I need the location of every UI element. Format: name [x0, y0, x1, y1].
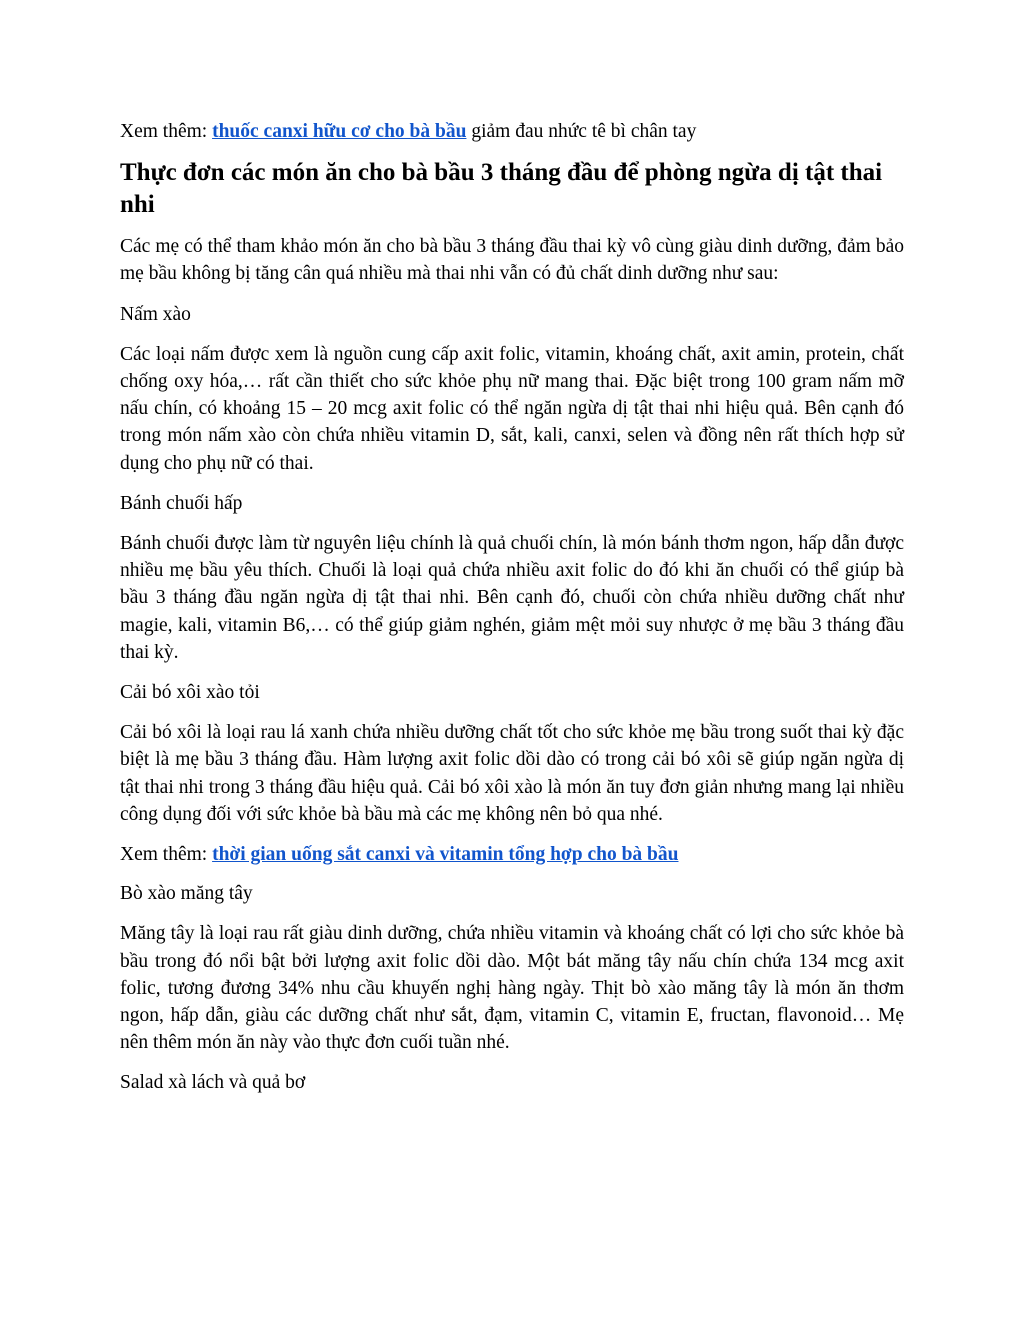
see-also-suffix: giảm đau nhức tê bì chân tay — [466, 121, 697, 142]
see-also-link-1[interactable]: thuốc canxi hữu cơ cho bà bầu — [212, 121, 467, 142]
intro-paragraph: Các mẹ có thể tham khảo món ăn cho bà bầu 3 tháng đầu thai kỳ vô cùng giàu dinh dưỡng, đảm bảo mẹ bầu không bị tăng cân quá nhiều mà thai nhi vẫn có đủ chất dinh dưỡng như sau: — [120, 236, 904, 285]
dish-title-salad: Salad xà lách và quả bơ — [120, 1072, 306, 1094]
dish-title-nam-xao: Nấm xào — [120, 303, 191, 325]
dish-body-banh-chuoi-hap: Bánh chuối được làm từ nguyên liệu chính là quả chuối chín, là món bánh thơm ngon, hấp dẫn được nhiều mẹ bầu yêu thích. Chuối là loại quả chứa nhiều axit folic do đó khi ăn chuối có thể giúp bà bầu 3 tháng đầu ngăn ngừa dị tật thai nhi. Bên cạnh đó, chuối còn chứa nhiều dưỡng chất như magie, kali, vitamin B6,… có thể giúp giảm nghén, giảm mệt mỏi suy nhược ở mẹ bầu 3 tháng đầu thai kỳ. — [120, 533, 904, 663]
dish-title-banh-chuoi-hap: Bánh chuối hấp — [120, 492, 243, 514]
see-also-link-2[interactable]: thời gian uống sắt canxi và vitamin tổng hợp cho bà bầu — [212, 844, 679, 866]
dish-body-cai-bo-xoi: Cải bó xôi là loại rau lá xanh chứa nhiều dưỡng chất tốt cho sức khỏe mẹ bầu trong suốt thai kỳ đặc biệt là mẹ bầu 3 tháng đầu. Hàm lượng axit folic dồi dào có trong cải bó xôi sẽ giúp ngăn ngừa dị tật thai nhi trong 3 tháng đầu hiệu quả. Cải bó xôi xào là món ăn tuy đơn giản nhưng mang lại nhiều công dụng đối với sức khỏe bà bầu mà các mẹ không nên bỏ qua nhé. — [120, 722, 904, 825]
document-page — [120, 118, 904, 1110]
dish-title-bo-xao-mang-tay: Bò xào măng tây — [120, 883, 253, 905]
dish-body-bo-xao-mang-tay: Măng tây là loại rau rất giàu dinh dưỡng, chứa nhiều vitamin và khoáng chất có lợi cho sức khỏe bà bầu trong đó nổi bật bởi lượng axit folic dồi dào. Một bát măng tây nấu chín chứa 134 mcg axit folic, tương đương 34% nhu cầu khuyến nghị hàng ngày. Thịt bò xào măng tây là món ăn thơm ngon, hấp dẫn, giàu các dưỡng chất như sắt, đạm, vitamin C, vitamin E, fructan, flavonoid… Mẹ nên thêm món ăn này vào thực đơn cuối tuần nhé. — [120, 923, 904, 1054]
dish-title-cai-bo-xoi: Cải bó xôi xào tỏi — [120, 682, 260, 704]
see-also-paragraph-2 — [120, 841, 904, 868]
section-heading: Thực đơn các món ăn cho bà bầu 3 tháng đầu để phòng ngừa dị tật thai nhi — [120, 159, 883, 219]
see-also-prefix: Xem thêm: — [120, 121, 213, 142]
dish-body-nam-xao: Các loại nấm được xem là nguồn cung cấp axit folic, vitamin, khoáng chất, axit amin, protein, chất chống oxy hóa,… rất cần thiết cho sức khỏe phụ nữ mang thai. Đặc biệt trong 100 gram nấm mỡ nấu chín, có khoảng 15 – 20 mcg axit folic có thể ngăn ngừa dị tật thai nhi hiệu quả. Bên cạnh đó trong món nấm xào còn chứa nhiều vitamin D, sắt, kali, canxi, selen và đồng nên rất thích hợp sử dụng cho phụ nữ có thai. — [120, 343, 904, 474]
see-also-prefix-2: Xem thêm: — [120, 844, 213, 866]
see-also-paragraph-1 — [120, 118, 904, 145]
